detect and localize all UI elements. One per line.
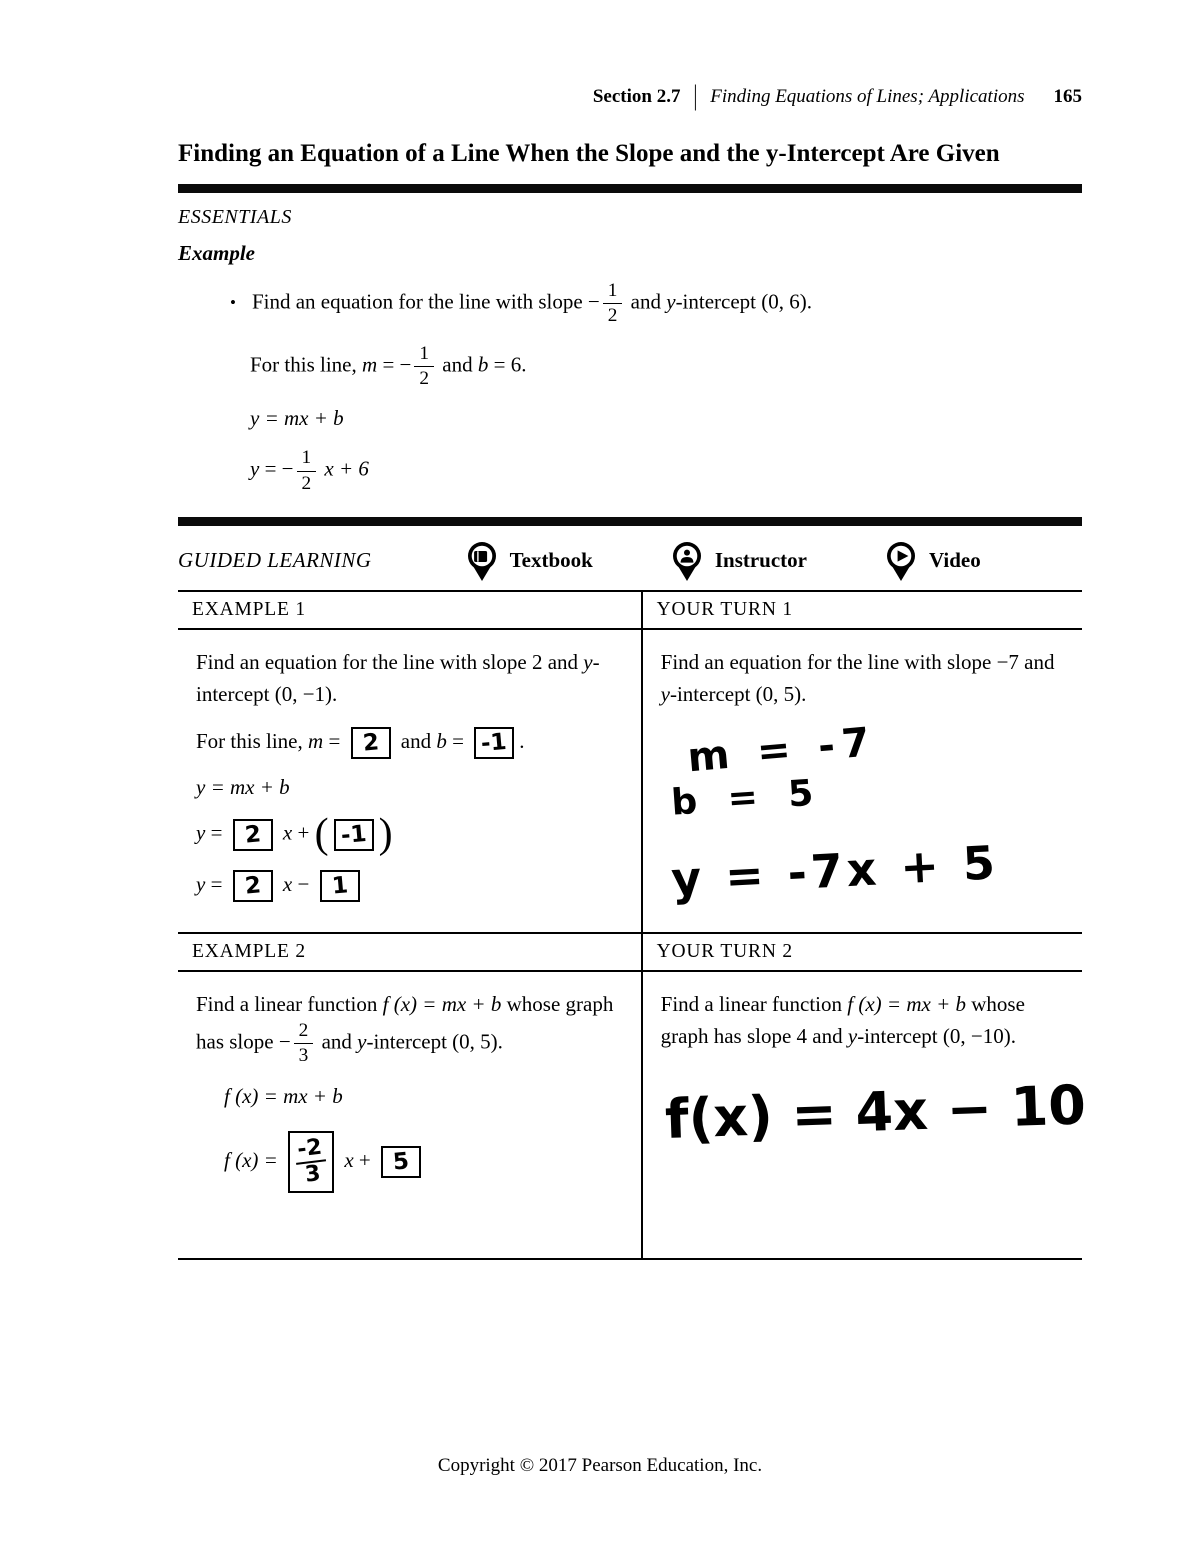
work-text: −: [297, 871, 310, 896]
answer-box-slope-fraction[interactable]: [288, 1131, 334, 1193]
running-head-divider: |: [693, 80, 698, 112]
answer-box-intercept-2[interactable]: [334, 819, 374, 851]
your-turn1-cell: [643, 630, 1082, 932]
example2-prompt: [196, 988, 623, 1068]
handwritten-answer: -1: [480, 728, 509, 757]
minus-sign: −: [587, 289, 600, 314]
open-paren: (: [314, 810, 329, 857]
fraction-two-thirds: [294, 1020, 314, 1067]
copyright-footer: Copyright © 2017 Pearson Education, Inc.: [437, 1455, 763, 1476]
handwritten-fraction-denominator: 3: [303, 1161, 322, 1188]
essentials-heading: ESSENTIALS: [178, 205, 292, 228]
guided-learning-header: [178, 530, 1082, 590]
handwritten-function-line: f(x) = 4x − 10: [663, 1073, 1087, 1151]
answer-box-slope-2[interactable]: [233, 819, 273, 851]
work-text: = −: [264, 456, 294, 481]
work-text: =: [328, 728, 341, 753]
work-text: = 6.: [493, 352, 527, 377]
handwritten-equation-line: y = -7x + 5: [669, 834, 1000, 907]
your-turn2-header: YOUR TURN 2: [643, 932, 1082, 972]
running-head-title: Finding Equations of Lines; Applications: [710, 86, 1025, 107]
work-text: +: [358, 1147, 371, 1172]
math-var-y: y: [196, 871, 206, 896]
example1-work-line-1: [196, 727, 623, 759]
your-turn1-prompt: [661, 646, 1064, 711]
prompt-text: -intercept (0, −10).: [857, 1024, 1016, 1049]
answer-box-intercept-3[interactable]: [320, 870, 360, 902]
math-function: f (x) = mx + b: [847, 991, 966, 1016]
close-paren: ): [378, 810, 393, 857]
essentials-work-line-2: y = mx + b: [250, 406, 344, 431]
work-text: +: [297, 820, 310, 845]
math-var-y: y: [583, 649, 593, 674]
fraction-denominator: 3: [298, 1045, 309, 1067]
textbook-link[interactable]: [464, 540, 593, 582]
video-label: Video: [929, 548, 981, 573]
fraction-denominator: 2: [607, 304, 618, 326]
handwritten-fraction-numerator: -2: [293, 1135, 326, 1165]
example2-cell: [178, 972, 643, 1258]
math-expression: x + 6: [324, 456, 369, 481]
math-var-y: y: [250, 456, 260, 481]
math-var-m: m: [308, 728, 324, 753]
bullet-text: [252, 280, 812, 327]
handwritten-intercept-line: b = 5: [669, 772, 824, 824]
fraction-denominator: 2: [419, 368, 430, 390]
prompt-text: Find a linear function: [660, 991, 843, 1016]
math-var-x: x: [282, 871, 293, 896]
prompt-text: (0, 6).: [761, 289, 813, 314]
minus-sign: −: [278, 1029, 291, 1054]
instructor-label: Instructor: [714, 548, 807, 573]
example1-header: EXAMPLE 1: [178, 590, 643, 630]
fraction-numerator: 1: [603, 280, 623, 304]
math-var-y: y: [666, 289, 676, 314]
instructor-pin-icon: [669, 540, 705, 582]
answer-box-slope[interactable]: [351, 727, 391, 759]
textbook-label: Textbook: [509, 548, 593, 573]
math-var-x: x: [282, 820, 293, 845]
work-text: and: [442, 352, 473, 377]
answer-box-intercept[interactable]: [474, 727, 514, 759]
example1-work-line-4: [196, 870, 623, 902]
your-turn2-prompt: [661, 988, 1064, 1053]
example2-header: EXAMPLE 2: [178, 932, 643, 972]
handwritten-answer: 2: [243, 871, 262, 900]
essentials-work-line-3: [178, 447, 1082, 494]
page-number: 165: [1053, 86, 1082, 107]
prompt-text: -intercept (0, −1).: [196, 649, 600, 707]
work-text: =: [210, 871, 223, 896]
work-text: .: [519, 728, 525, 753]
guided-learning-heading: GUIDED LEARNING: [178, 548, 372, 573]
handwritten-answer: 2: [243, 821, 262, 849]
guided-learning-section: [178, 530, 1087, 1260]
video-link[interactable]: [883, 540, 981, 582]
guided-learning-table: [178, 590, 1087, 1260]
prompt-text: and: [321, 1029, 352, 1054]
example1-work-line-3: [196, 810, 623, 857]
handwritten-answer: 1: [330, 871, 349, 900]
your-turn1-handwriting: [661, 711, 1064, 907]
handwritten-answer: 2: [361, 729, 380, 757]
math-var-x: x: [344, 1147, 354, 1172]
fraction-numerator: 1: [414, 343, 434, 367]
prompt-text: whose graph has slope 4 and: [660, 991, 1025, 1049]
prompt-text: Find an equation for the line with slope: [251, 289, 583, 314]
your-turn2-cell: [643, 972, 1087, 1258]
fraction-one-half: [297, 447, 317, 494]
math-var-b: b: [436, 728, 447, 753]
essentials-example-heading: Example: [178, 240, 255, 265]
math-var-y: y: [660, 682, 670, 707]
work-text: and: [400, 728, 432, 753]
textbook-pin-icon: [464, 540, 500, 582]
prompt-text: -intercept (0, 5).: [366, 1029, 503, 1054]
prompt-text: whose graph has slope: [196, 991, 614, 1054]
fraction-one-half: [414, 343, 434, 390]
fraction-one-half: [603, 280, 623, 327]
example1-cell: [178, 630, 643, 932]
essentials-section: [178, 206, 1082, 495]
handwritten-answer: -1: [339, 820, 368, 849]
math-function: f (x) = mx + b: [382, 991, 502, 1016]
essentials-work-line-1: [178, 343, 1082, 390]
work-text: For this line,: [196, 728, 303, 753]
handwritten-slope-line: m = -7: [685, 718, 879, 782]
prompt-text: -intercept: [675, 289, 757, 314]
math-var-m: m: [362, 352, 378, 377]
prompt-text: Find an equation for the line with slope −7 and: [660, 649, 1055, 674]
prompt-text: Find a linear function: [196, 991, 378, 1016]
example2-work-line-2: [196, 1131, 623, 1193]
work-text: = −: [382, 352, 412, 377]
fraction-numerator: 1: [297, 447, 317, 471]
answer-box-slope-3[interactable]: [233, 870, 273, 902]
handwritten-fraction: [293, 1135, 329, 1188]
work-text: =: [210, 820, 223, 845]
prompt-text: Find an equation for the line with slope 2 and: [196, 649, 579, 674]
prompt-text: and: [630, 289, 661, 314]
example1-work-line-2: y = mx + b: [196, 774, 290, 799]
instructor-link[interactable]: [669, 540, 807, 582]
prompt-text: -intercept (0, 5).: [669, 682, 807, 707]
section-rule-top: [178, 184, 1082, 193]
video-pin-icon: [883, 540, 919, 582]
math-var-y: y: [196, 820, 206, 845]
fraction-denominator: 2: [301, 472, 312, 494]
example2-work-line-1: f (x) = mx + b: [224, 1083, 343, 1108]
fraction-numerator: 2: [294, 1020, 314, 1044]
math-var-y: y: [847, 1024, 858, 1049]
essentials-bullet-item: [178, 280, 1082, 327]
section-rule-bottom: [178, 517, 1082, 526]
work-text: For this line,: [250, 352, 357, 377]
resource-links: [464, 540, 981, 582]
math-function: f (x) =: [224, 1147, 278, 1172]
running-head: [178, 80, 1082, 112]
work-text: =: [452, 728, 464, 753]
bullet-icon: •: [230, 293, 236, 313]
math-var-b: b: [477, 352, 489, 377]
page-title: Finding an Equation of a Line When the Slope and the y-Intercept Are Given: [178, 140, 1000, 167]
example1-prompt: [196, 646, 623, 711]
handwritten-answer: 5: [391, 1148, 411, 1176]
answer-box-intercept-4[interactable]: [381, 1146, 421, 1178]
your-turn1-header: YOUR TURN 1: [643, 590, 1082, 630]
math-var-y: y: [357, 1029, 367, 1054]
running-head-section: Section 2.7: [592, 86, 681, 107]
